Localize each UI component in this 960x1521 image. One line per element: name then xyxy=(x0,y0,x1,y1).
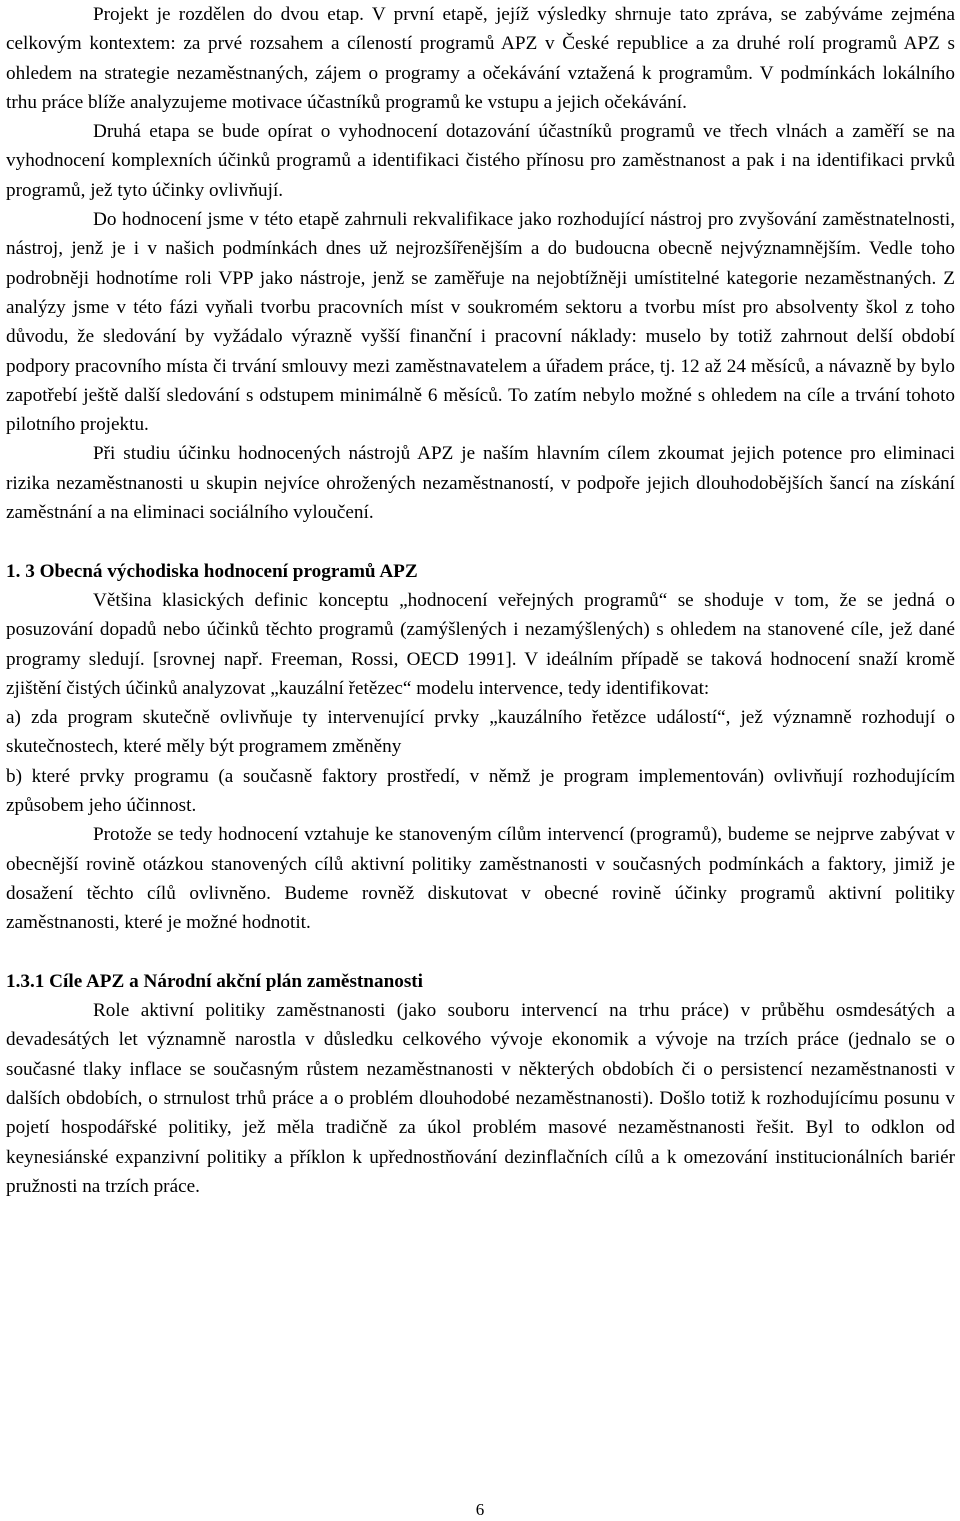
paragraph-evaluation-scope: Do hodnocení jsme v této etapě zahrnuli rekvalifikace jako rozhodující nástroj pro zvyšování zaměstnatelnosti, nástroj, jenž je i v našich podmínkách dnes už nejrozšířenějším a do budoucna obecně nejvýznamnějším. Vedle toho podrobněji hodnotíme roli VPP jako nástroje, jenž se zaměřuje na nejobtížněji umístitelné kategorie nezaměstnaných. Z analýzy jsme v této fázi vyňali tvorbu pracovních míst v soukromém sektoru a tvorbu míst pro absolventy škol z toho důvodu, že sledování by vyžádalo výrazně vyšší finanční i pracovní náklady: muselo by totiž zahrnout delší období podpory pracovního místa či trvání smlouvy mezi zaměstnavatelem a úřadem práce, tj. 12 až 24 měsíců, a návazně by bylo zapotřebí ještě další sledování s odstupem minimálně 6 měsíců. To zatím nebylo možné s ohledem na cíle a trvání tohoto pilotního projektu. xyxy=(6,209,955,436)
list-item-b: b) které prvky programu (a současně faktory prostředí, v němž je program implementován) ovlivňují rozhodujícím způsobem jeho účinnost. xyxy=(6,765,955,817)
paragraph-second-stage: Druhá etapa se bude opírat o vyhodnocení dotazování účastníků programů ve třech vlnách a zaměří se na vyhodnocení komplexních účinků programů a identifikaci čistého přínosu pro zaměstnanost a pak i na identifikaci prvků programů, jež tyto účinky ovlivňují. xyxy=(6,121,955,201)
section-gap xyxy=(6,527,955,556)
heading-section-1-3: 1. 3 Obecná východiska hodnocení programů APZ xyxy=(6,560,418,582)
paragraph-project-stages: Projekt je rozdělen do dvou etap. V první etapě, jejíž výsledky shrnuje tato zpráva, se zabýváme zejména celkovým kontextem: za prvé rozsahem a cíleností programů APZ v České republice a za druhé rolí programů APZ s ohledem na strategie nezaměstnaných, zájem o programy a očekávání vztažená k programům. V podmínkách lokálního trhu práce blíže analyzujeme motivace účastníků programů ke vstupu a jejich očekávání. xyxy=(6,4,955,113)
heading-section-1-3-1: 1.3.1 Cíle APZ a Národní akční plán zaměstnanosti xyxy=(6,970,424,992)
paragraph-research-goal: Při studiu účinku hodnocených nástrojů APZ je naším hlavním cílem zkoumat jejich potence pro eliminaci rizika nezaměstnanosti u skupin nejvíce ohrožených nezaměstnaností, v podpoře jejich dlouhodobějších šancí na získání zaměstnání a na eliminaci sociálního vyloučení. xyxy=(6,443,955,524)
paragraph-evaluation-definition: Většina klasických definic konceptu „hodnocení veřejných programů“ se shoduje v tom, že se jedná o posuzování dopadů nebo účinků těchto programů (zamýšlených i nezamýšlených) s ohledem na stanovené cíle, jež dané programy sledují. [srovnej např. Freeman, Rossi, OECD 1991]. V ideálním případě se taková hodnocení snaží kromě zjištění čistých účinků analyzovat „kauzální řetězec“ modelu intervence, tedy identifikovat: xyxy=(6,589,955,699)
list-item-a: a) zda program skutečně ovlivňuje ty intervenující prvky „kauzálního řetězce událostí“, jež významně rozhodují o skutečnostech, které měly být programem změněny xyxy=(6,707,955,758)
page-number: 6 xyxy=(475,1500,485,1519)
paragraph-apz-role: Role aktivní politiky zaměstnanosti (jako souboru intervencí na trhu práce) v průběhu osmdesátých a devadesátých let významně narostla v důsledku celkového vývoje ekonomik a vývoje na trzích práce (jednalo se o současné tlaky inflace se současným růstem nezaměstnanosti v některých obdobích či o persistencí nezaměstnanosti v dalších obdobích, o strnulost trhů práce a o problém dlouhodobé nezaměstnanosti). Došlo totiž k rozhodujícímu posunu v pojetí hospodářské politiky, jež měla tradičně za úkol problém masové nezaměstnanosti řešit. Byl to odklon od keynesiánské expanzivní politiky a příklon k upřednostňování dezinflačních cílů a k omezování institucionálních bariér pružnosti na trzích práce. xyxy=(6,1000,955,1197)
section-gap xyxy=(6,938,955,967)
document-page xyxy=(6,0,955,1201)
paragraph-evaluation-goals: Protože se tedy hodnocení vztahuje ke stanoveným cílům intervencí (programů), budeme se nejprve zabývat v obecnější rovině otázkou stanovených cílů aktivní politiky zaměstnanosti v současných podmínkách a faktory, jimiž je dosažení těchto cílů ovlivněno. Budeme rovněž diskutovat v obecné rovině účinky programů aktivní politiky zaměstnanosti, které je možné hodnotit. xyxy=(6,824,955,934)
